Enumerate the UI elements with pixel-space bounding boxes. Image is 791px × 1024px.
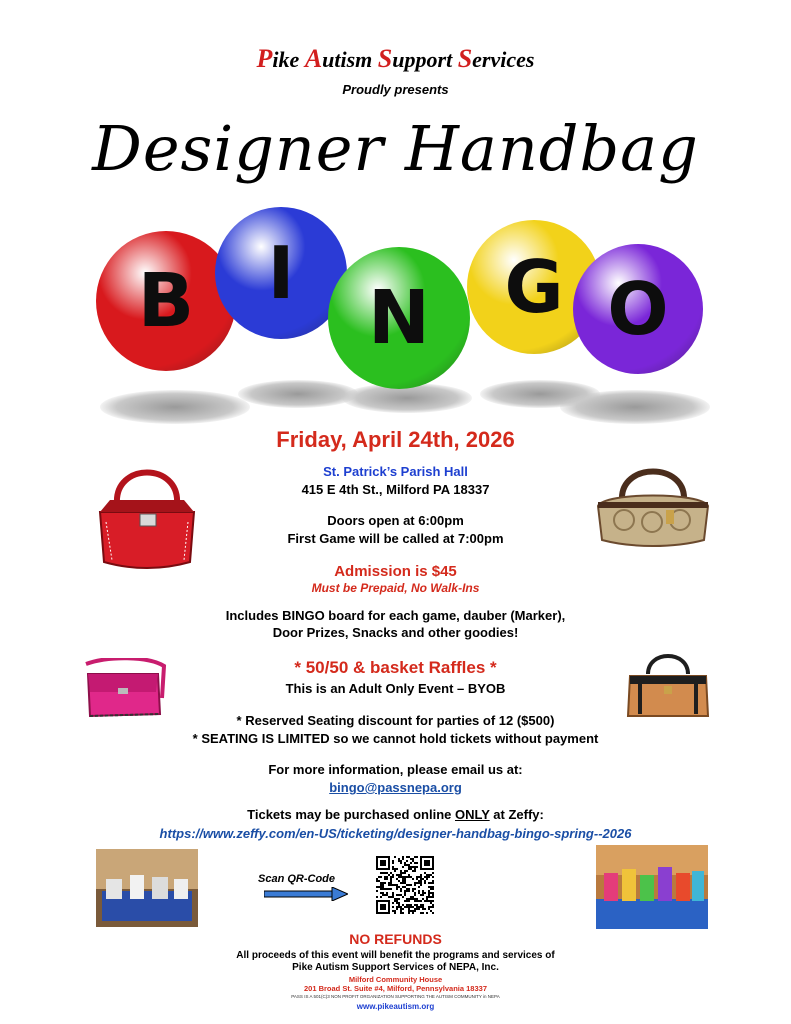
org-word-4: Services [457, 44, 535, 73]
bingo-ball-b: B [96, 231, 236, 371]
tickets-text: Tickets may be purchased online ONLY at Zeffy: [247, 807, 544, 822]
proceeds-text [0, 950, 791, 974]
org-name [0, 44, 791, 74]
venue-address: 415 E 4th St., Milford PA 18337 [301, 482, 490, 497]
raffles-text: * 50/50 & basket Raffles * [294, 658, 497, 677]
legal-text: PASS IS A 501(C)3 NON PROFIT ORGANIZATION SUPPORTING THE AUTISM COMMUNITY in NEPA [291, 994, 500, 999]
event-title: Designer Handbag [92, 112, 699, 185]
raffle-table-photo-right [596, 845, 708, 929]
ball-shadow [560, 390, 710, 424]
event-date: Friday, April 24th, 2026 [276, 427, 515, 452]
org-word-2: Autism [304, 44, 373, 73]
seating-limited-text: * SEATING IS LIMITED so we cannot hold tickets without payment [192, 731, 599, 746]
qr-code-image[interactable] [374, 854, 436, 916]
proceeds-line-2: Pike Autism Support Services of NEPA, Inc. [292, 962, 499, 973]
org-word-3: Support [377, 44, 453, 73]
admission-price: Admission is $45 [334, 563, 457, 580]
includes-line-2: Door Prizes, Snacks and other goodies! [272, 625, 519, 640]
org-word-1: Pike [256, 44, 300, 73]
scan-qr-label: Scan QR-Code [258, 873, 336, 885]
includes-line-1: Includes BINGO board for each game, dauber (Marker), [225, 608, 566, 623]
adult-only-text: This is an Adult Only Event – BYOB [285, 681, 506, 696]
raffle-table-photo-left [96, 849, 198, 927]
only-emphasis: ONLY [454, 807, 490, 822]
doors-time: Doors open at 6:00pm [327, 513, 464, 528]
proceeds-line-1: All proceeds of this event will benefit the programs and services of [236, 950, 555, 961]
first-game-time: First Game will be called at 7:00pm [287, 531, 504, 546]
presents-text: Proudly presents [342, 82, 449, 97]
arrow-right-icon [264, 887, 348, 901]
ball-shadow [238, 380, 358, 408]
ticket-url-link[interactable]: https://www.zeffy.com/en-US/ticketing/designer-handbag-bingo-spring--2026 [159, 826, 632, 841]
bingo-ball-n: N [328, 247, 470, 389]
community-house-name: Milford Community House [348, 975, 443, 984]
no-refunds-text: NO REFUNDS [349, 931, 442, 947]
bingo-ball-g: G [467, 220, 601, 354]
reserved-seating-text: * Reserved Seating discount for parties of 12 ($500) [236, 713, 555, 728]
website-link[interactable]: www.pikeautism.org [356, 1002, 435, 1011]
info-text: For more information, please email us at: [268, 762, 523, 777]
community-house-address: 201 Broad St. Suite #4, Milford, Pennsylvania 18337 [304, 984, 487, 993]
includes-text [0, 607, 791, 641]
venue-name: St. Patrick’s Parish Hall [323, 464, 468, 479]
prepaid-note: Must be Prepaid, No Walk-Ins [311, 581, 480, 595]
bingo-ball-o: O [573, 244, 703, 374]
email-link[interactable]: bingo@passnepa.org [329, 780, 462, 795]
bingo-ball-i: I [215, 207, 347, 339]
ball-shadow [100, 390, 250, 424]
